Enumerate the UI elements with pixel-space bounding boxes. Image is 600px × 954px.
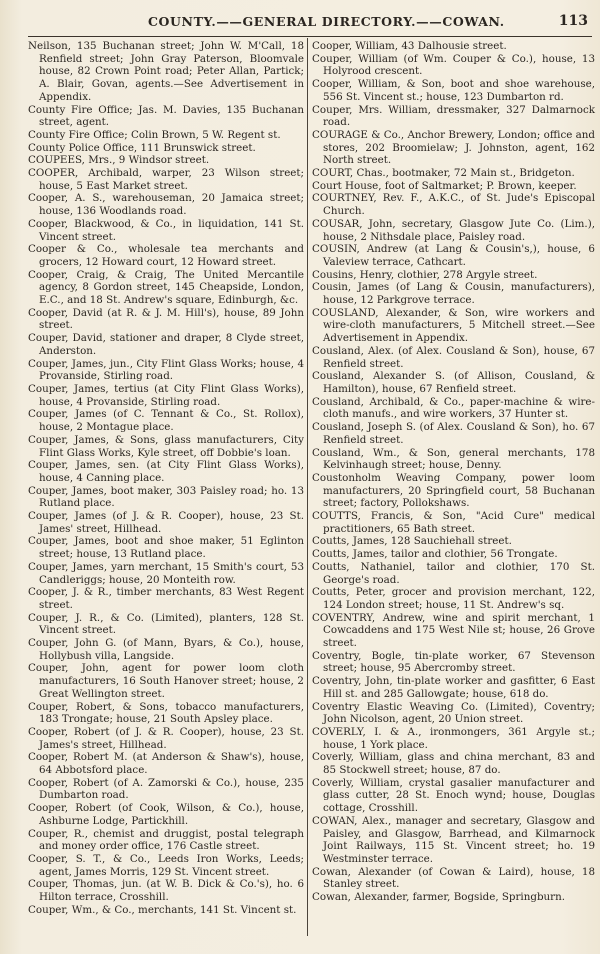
directory-entry: Coverly, William, glass and china merchant, 83 and 85 Stockwell street; house, 87 do.: [312, 751, 595, 777]
directory-entry: Cooper, William, 43 Dalhousie street.: [312, 40, 507, 52]
directory-entry: Couper, Robert, & Sons, tobacco manufacturers, 183 Trongate; house, 21 South Apsley place.: [28, 700, 304, 726]
directory-entry: Couper, James, & Sons, glass manufacturers, City Flint Glass Works, Kyle street, off Dobbie's loan.: [28, 433, 304, 459]
left-column: [28, 40, 304, 917]
directory-entry: Couper, John G. (of Mann, Byars, & Co.), house, Hollybush villa, Langside.: [28, 637, 304, 662]
directory-entry: Cooper, Craig, & Craig, The United Mercantile agency, 8 Gordon street, 145 Cheapside, London, E.C., and 18 St. Andrew's square, Edinburgh, &c.: [28, 268, 304, 307]
directory-entry: Couper, Wm., & Co., merchants, 141 St. Vincent st.: [28, 903, 297, 916]
directory-entry: Couper, James, tertius (at City Flint Glass Works), house, 4 Provanside, Stirling road.: [28, 382, 304, 408]
directory-entry: Cousland, Alexander S. (of Allison, Cousland, & Hamilton), house, 67 Renfield street.: [312, 370, 595, 395]
directory-entry: Couper, James, jun., City Flint Glass Works; house, 4 Provanside, Stirling road.: [28, 357, 304, 383]
directory-entry: COURT, Chas., bootmaker, 72 Main st., Bridgeton.: [312, 167, 575, 180]
directory-entry: Couper, William (of Wm. Couper & Co.), house, 13 Holyrood crescent.: [312, 52, 595, 78]
directory-entry: Coutts, Nathaniel, tailor and clothier, 170 St. George's road.: [312, 560, 595, 586]
directory-entry: Cooper, S. T., & Co., Leeds Iron Works, Leeds; agent, James Morris, 129 St. Vincent street.: [28, 853, 304, 878]
directory-entry: Coutts, Peter, grocer and provision merchant, 122, 124 London street; house, 11 St. Andrew's sq.: [312, 586, 595, 611]
directory-entry: Cousland, Alex. (of Alex. Cousland & Son), house, 67 Renfield street.: [312, 344, 595, 370]
directory-entry: Coventry Elastic Weaving Co. (Limited), Coventry; John Nicolson, agent, 20 Union street.: [312, 700, 595, 726]
directory-entry: Coventry, Bogle, tin-plate worker, 67 Stevenson street; house, 95 Abercromby street.: [312, 649, 595, 675]
directory-entry: Couper, James, boot maker, 303 Paisley road; ho. 13 Rutland place.: [28, 484, 304, 510]
directory-entry: Neilson, 135 Buchanan street; John W. M'Call, 18 Renfield street; John Gray Paterson, Bloomvale house, 82 Crown Point road; Peter Allan, Partick; A. Blair, Govan, agents.—See Advertisement in Appendix.: [28, 40, 304, 103]
directory-entry: Couper, James, sen. (at City Flint Glass Works), house, 4 Canning place.: [28, 459, 304, 484]
directory-entry: Couper, James, yarn merchant, 15 Smith's court, 53 Candleriggs; house, 20 Monteith row.: [28, 560, 304, 586]
directory-entry: Cooper, Robert (of J. & R. Cooper), house, 23 St. James's street, Hillhead.: [28, 725, 304, 751]
directory-entry: County Fire Office; Colin Brown, 5 W. Regent st.: [28, 128, 281, 141]
directory-entry: County Police Office, 111 Brunswick street.: [28, 141, 256, 154]
directory-entry: COURTNEY, Rev. F., A.K.C., of St. Jude's Episcopal Church.: [312, 192, 595, 218]
directory-entry: Coustonholm Weaving Company, power loom manufacturers, 20 Springfield court, 58 Buchanan street; factory, Pollokshaws.: [312, 471, 595, 510]
directory-entry: Coutts, James, tailor and clothier, 56 Trongate.: [312, 548, 558, 561]
header-rule: [28, 36, 592, 37]
directory-entry: COURAGE & Co., Anchor Brewery, London; office and stores, 202 Broomielaw; J. Johnston, agent, 162 North street.: [312, 128, 595, 167]
directory-entry: COVERLY, I. & A., ironmongers, 361 Argyle st.; house, 1 York place.: [312, 725, 595, 751]
page-header: [30, 12, 592, 34]
directory-entry: Cooper, Blackwood, & Co., in liquidation, 141 St. Vincent street.: [28, 217, 304, 243]
directory-entry: Coverly, William, crystal gasalier manufacturer and glass cutter, 28 St. Enoch wynd; house, Douglas cottage, Crosshill.: [312, 776, 595, 815]
running-title: COUNTY.——GENERAL DIRECTORY.——COWAN.: [148, 14, 505, 29]
directory-entry: Cooper, Robert (of Cook, Wilson, & Co.), house, Ashburne Lodge, Partickhill.: [28, 802, 304, 827]
directory-entry: Cooper & Co., wholesale tea merchants and grocers, 12 Howard court, 12 Howard street.: [28, 243, 304, 268]
directory-entry: Coventry, John, tin-plate worker and gasfitter, 6 East Hill st. and 285 Gallowgate; house, 618 do.: [312, 675, 595, 700]
directory-entry: Cousland, Wm., & Son, general merchants, 178 Kelvinhaugh street; house, Denny.: [312, 446, 595, 472]
directory-entry: COUSLAND, Alexander, & Son, wire workers and wire-cloth manufacturers, 5 Mitchell street.—See Advertisement in Appendix.: [312, 306, 595, 345]
directory-entry: Cousins, Henry, clothier, 278 Argyle street.: [312, 268, 538, 281]
directory-entry: Cousland, Joseph S. (of Alex. Cousland & Son), ho. 67 Renfield street.: [312, 421, 595, 446]
directory-entry: COUPEES, Mrs., 9 Windsor street.: [28, 154, 210, 167]
right-column: [312, 40, 595, 904]
directory-entry: Couper, James (of J. & R. Cooper), house, 23 St. James' street, Hillhead.: [28, 510, 304, 535]
column-divider: [307, 38, 308, 936]
directory-entry: Cooper, A. S., warehouseman, 20 Jamaica street; house, 136 Woodlands road.: [28, 192, 304, 218]
directory-entry: Cowan, Alexander, farmer, Bogside, Springburn.: [312, 891, 565, 904]
directory-entry: COWAN, Alex., manager and secretary, Glasgow and Paisley, and Glasgow, Barrhead, and Kilmarnock Joint Railways, 115 St. Vincent street; ho. 19 Westminster terrace.: [312, 814, 595, 865]
directory-entry: Court House, foot of Saltmarket; P. Brown, keeper.: [312, 179, 577, 192]
directory-entry: COVENTRY, Andrew, wine and spirit merchant, 1 Cowcaddens and 175 West Nile st; house, 26 Grove street.: [312, 611, 595, 650]
directory-entry: COUSAR, John, secretary, Glasgow Jute Co. (Lim.), house, 2 Nithsdale place, Paisley road.: [312, 217, 595, 243]
directory-entry: Couper, R., chemist and druggist, postal telegraph and money order office, 176 Castle street.: [28, 827, 304, 853]
directory-entry: Coutts, James, 128 Sauchiehall street.: [312, 535, 512, 548]
page-number: 113: [558, 13, 588, 29]
directory-entry: Cowan, Alexander (of Cowan & Laird), house, 18 Stanley street.: [312, 865, 595, 891]
directory-entry: Cooper, Robert M. (at Anderson & Shaw's), house, 64 Abbotsford place.: [28, 751, 304, 777]
directory-entry: COUTTS, Francis, & Son, "Acid Cure" medical practitioners, 65 Bath street.: [312, 510, 595, 535]
directory-entry: COUSIN, Andrew (at Lang & Cousin's,), house, 6 Valeview terrace, Cathcart.: [312, 243, 595, 268]
directory-entry: Cooper, J. & R., timber merchants, 83 West Regent street.: [28, 586, 304, 611]
directory-entry: COOPER, Archibald, warper, 23 Wilson street; house, 5 East Market street.: [28, 167, 304, 192]
directory-entry: Cooper, William, & Son, boot and shoe warehouse, 556 St. Vincent st.; house, 123 Dumbarton rd.: [312, 78, 595, 103]
directory-entry: Cooper, Robert (of A. Zamorski & Co.), house, 235 Dumbarton road.: [28, 776, 304, 802]
directory-entry: Couper, James, boot and shoe maker, 51 Eglinton street; house, 13 Rutland place.: [28, 535, 304, 561]
directory-entry: Couper, John, agent for power loom cloth manufacturers, 16 South Hanover street; house, 2 Great Wellington street.: [28, 662, 304, 700]
directory-entry: Couper, J. R., & Co. (Limited), planters, 128 St. Vincent street.: [28, 611, 304, 637]
directory-entry: Cooper, David (at R. & J. M. Hill's), house, 89 John street.: [28, 306, 304, 332]
directory-entry: Couper, James (of C. Tennant & Co., St. Rollox), house, 2 Montague place.: [28, 408, 304, 434]
directory-entry: Couper, David, stationer and draper, 8 Clyde street, Anderston.: [28, 332, 304, 357]
directory-entry: Cousin, James (of Lang & Cousin, manufacturers), house, 12 Parkgrove terrace.: [312, 281, 595, 307]
directory-entry: County Fire Office; Jas. M. Davies, 135 Buchanan street, agent.: [28, 103, 304, 129]
directory-entry: Couper, Thomas, jun. (at W. B. Dick & Co.'s), ho. 6 Hilton terrace, Crosshill.: [28, 878, 304, 904]
directory-entry: Couper, Mrs. William, dressmaker, 327 Dalmarnock road.: [312, 103, 595, 129]
directory-entry: Cousland, Archibald, & Co., paper-machine & wire-cloth manufs., and wire workers, 37 Hunter st.: [312, 395, 595, 421]
